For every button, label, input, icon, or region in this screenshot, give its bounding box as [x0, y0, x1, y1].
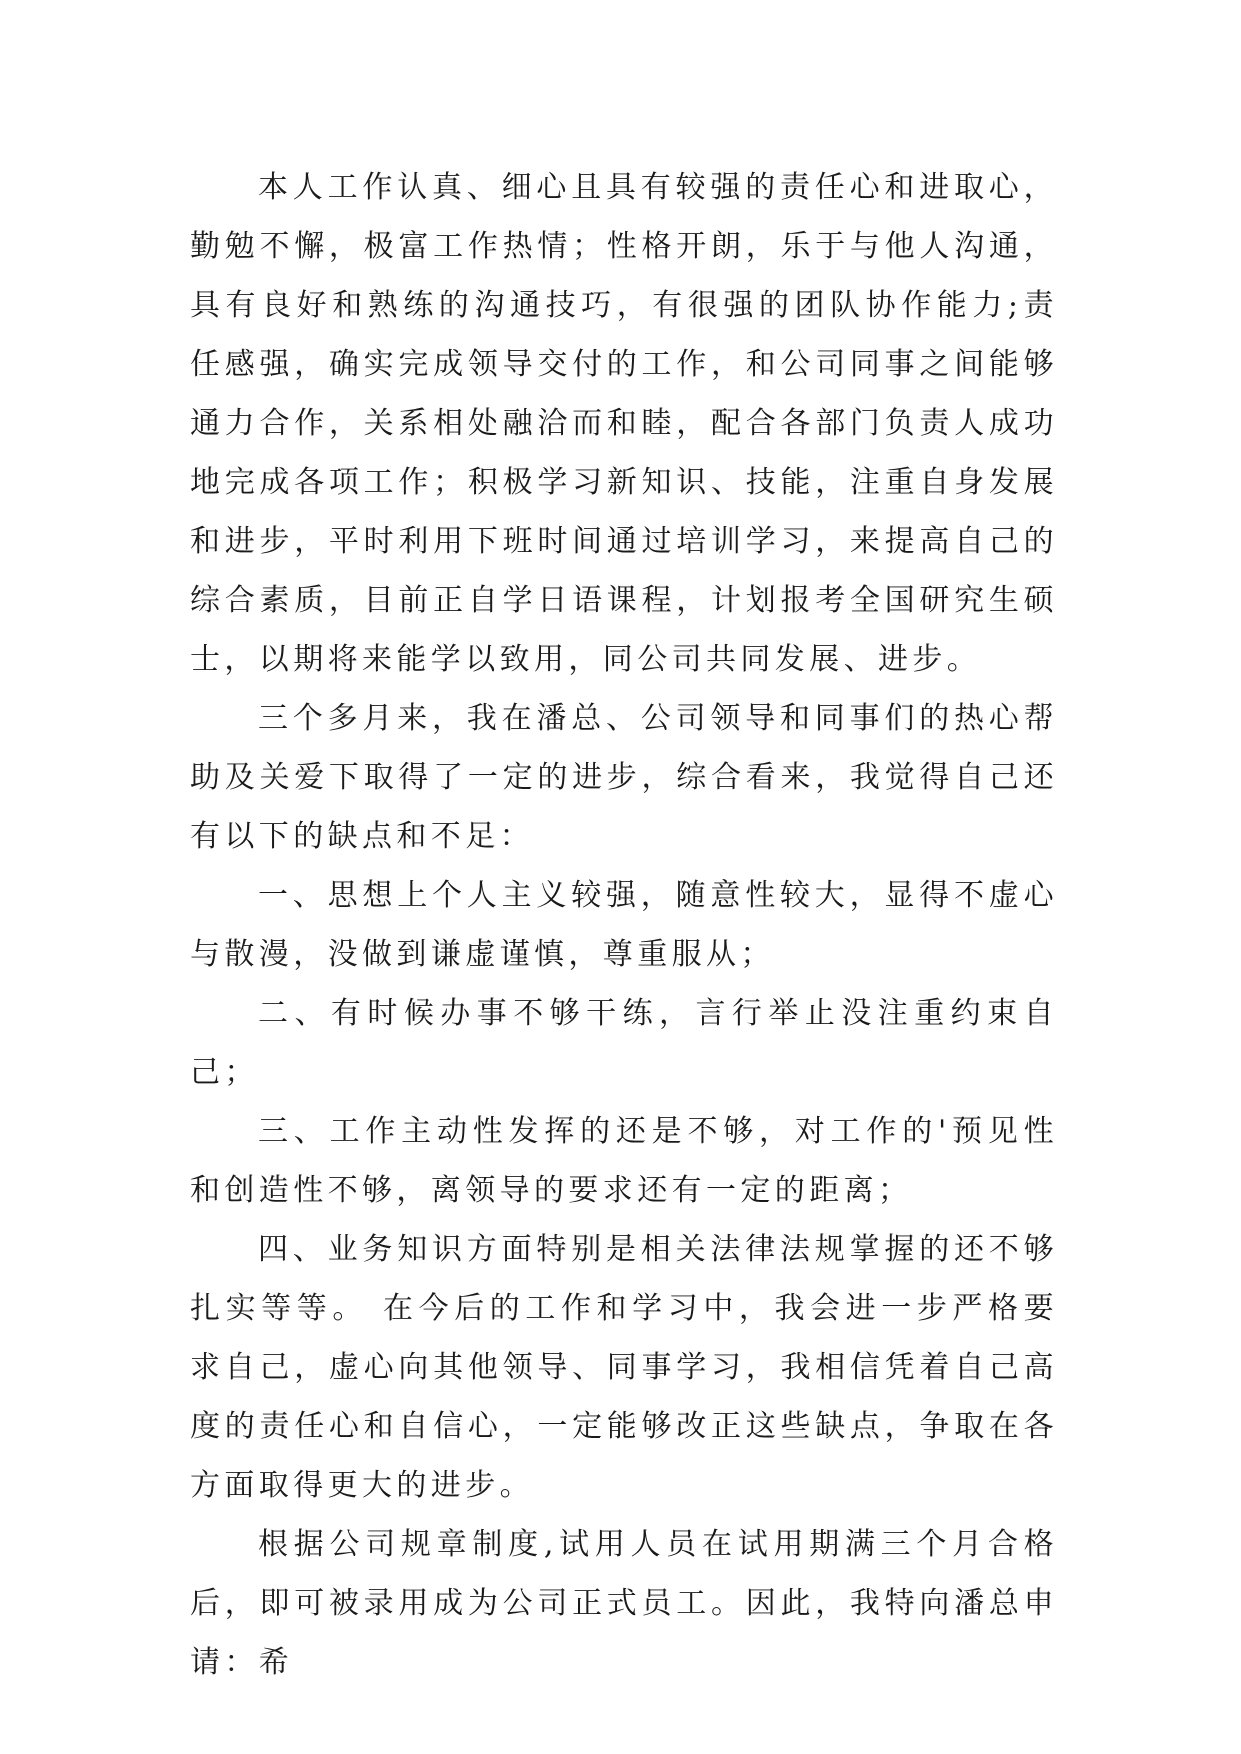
- paragraph-application: 根据公司规章制度,试用人员在试用期满三个月合格后，即可被录用成为公司正式员工。因此，我特向潘总申请：希: [190, 1527, 1058, 1680]
- paragraph-shortcoming-2: 二、有时候办事不够干练，言行举止没注重约束自己；: [190, 996, 1058, 1090]
- paragraph-shortcoming-1: 一、思想上个人主义较强，随意性较大，显得不虚心与散漫，没做到谦虚谨慎，尊重服从；: [190, 878, 1058, 972]
- paragraph-shortcomings-intro: 三个多月来，我在潘总、公司领导和同事们的热心帮助及关爱下取得了一定的进步，综合看来，我觉得自己还有以下的缺点和不足：: [190, 701, 1058, 854]
- paragraph-shortcoming-3: 三、工作主动性发挥的还是不够，对工作的'预见性和创造性不够，离领导的要求还有一定的距离；: [190, 1114, 1058, 1208]
- document-body: [190, 158, 1058, 1692]
- paragraph-self-assessment: 本人工作认真、细心且具有较强的责任心和进取心，勤勉不懈，极富工作热情；性格开朗，乐于与他人沟通，具有良好和熟练的沟通技巧，有很强的团队协作能力;责任感强，确实完成领导交付的工作，和公司同事之间能够通力合作，关系相处融洽而和睦，配合各部门负责人成功地完成各项工作；积极学习新知识、技能，注重自身发展和进步，平时利用下班时间通过培训学习，来提高自己的综合素质，目前正自学日语课程，计划报考全国研究生硕士，以期将来能学以致用，同公司共同发展、进步。: [190, 170, 1058, 677]
- paragraph-shortcoming-4: 四、业务知识方面特别是相关法律法规掌握的还不够扎实等等。 在今后的工作和学习中，我会进一步严格要求自己，虚心向其他领导、同事学习，我相信凭着自己高度的责任心和自信心，一定能够改正这些缺点，争取在各方面取得更大的进步。: [190, 1232, 1058, 1503]
